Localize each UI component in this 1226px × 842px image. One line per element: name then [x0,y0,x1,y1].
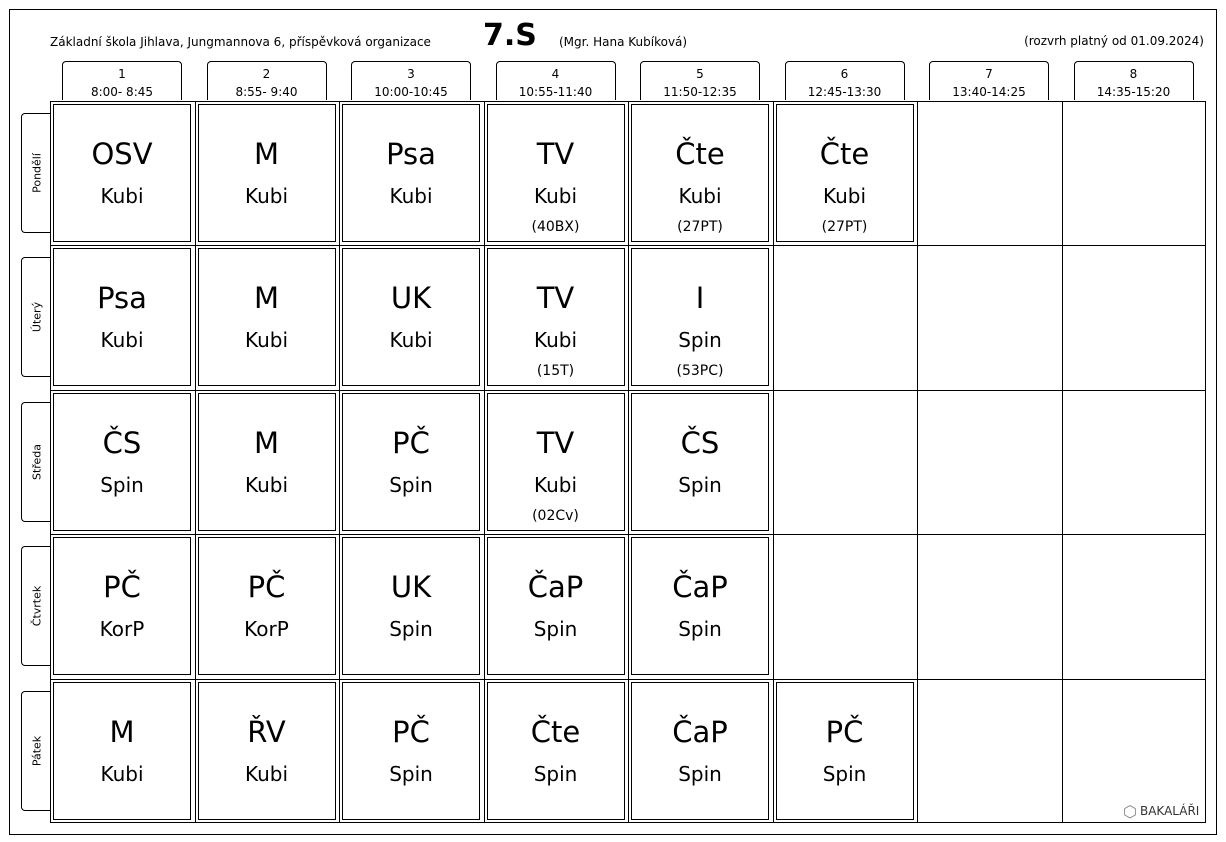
lesson-subject: ČS [102,425,142,460]
grid-row-divider [51,245,1205,246]
lesson-subject: ČaP [527,570,584,605]
grid-column-divider [484,102,485,822]
lesson-subject: ČS [680,425,720,460]
lesson-teacher: Kubi [389,184,433,208]
lesson-teacher: Spin [533,617,578,642]
lesson-teacher: Spin [389,761,433,786]
period-time: 13:40-14:25 [952,85,1026,99]
lesson-subject: Čte [675,137,725,171]
lesson-subject: PČ [392,425,430,460]
day-tab-2 [21,257,51,377]
period-time: 12:45-13:30 [807,85,882,99]
period-time: 10:00-10:45 [374,85,448,99]
lesson-teacher: Kubi [244,761,289,786]
period-tab-6 [785,61,905,100]
day-tab-4 [21,546,51,666]
period-number: 3 [407,67,415,81]
day-label: Středa [30,443,43,480]
lesson-teacher: Spin [822,761,867,786]
logo-text: BAKALÁŘI [1139,804,1200,818]
lesson-subject: Čte [530,714,581,749]
lesson-teacher: Kubi [100,184,144,208]
lesson-teacher: KorP [99,617,145,642]
lesson-cell[interactable] [53,537,191,675]
lesson-room: (27PT) [821,219,868,235]
day-tab-5 [21,691,51,811]
lesson-teacher: KorP [244,617,289,642]
lesson-teacher: Spin [389,472,433,497]
period-number: 6 [840,67,849,81]
lesson-teacher: Kubi [100,328,144,353]
grid-column-divider [917,102,918,822]
lesson-subject: M [253,137,280,171]
class-teacher: (Mgr. Hana Kubíková) [559,35,688,49]
lesson-subject: Psa [97,281,147,316]
lesson-cell[interactable] [487,682,625,820]
lesson-cell[interactable] [631,682,769,820]
lesson-room: (02Cv) [532,507,579,524]
lesson-teacher: Spin [678,328,722,353]
lesson-cell[interactable] [198,104,336,242]
lesson-cell[interactable] [487,537,625,675]
lesson-cell[interactable] [53,248,191,386]
lesson-cell[interactable] [53,104,191,242]
lesson-teacher: Kubi [822,184,867,208]
lesson-cell[interactable] [53,393,191,531]
lesson-teacher: Kubi [533,472,578,497]
day-label: Pondělí [30,153,43,193]
lesson-subject: ŘV [247,714,286,749]
lesson-subject: UK [390,570,432,605]
period-number: 1 [118,67,126,81]
day-label: Pátek [30,735,43,766]
lesson-teacher: Spin [678,472,722,497]
lesson-cell[interactable] [342,393,480,531]
lesson-cell[interactable] [487,104,625,242]
lesson-cell[interactable] [53,682,191,820]
period-number: 7 [985,67,993,81]
lesson-subject: ČaP [672,570,728,605]
lesson-cell[interactable] [631,537,769,675]
period-number: 5 [696,67,704,81]
lesson-teacher: Kubi [100,761,144,786]
lesson-cell[interactable] [487,393,625,531]
lesson-cell[interactable] [198,393,336,531]
day-tab-1 [21,113,51,233]
lesson-subject: PČ [825,714,864,749]
grid-column-divider [628,102,629,822]
lesson-teacher: Kubi [678,184,722,208]
period-number: 8 [1129,67,1138,81]
period-tab-3 [351,61,471,100]
lesson-cell[interactable] [776,682,914,820]
hexagon-icon: ⬡ [1123,802,1137,821]
day-label: Čtvrtek [30,585,43,627]
lesson-subject: PČ [103,570,141,605]
grid-column-divider [339,102,340,822]
day-label: Úterý [30,302,43,333]
lesson-cell[interactable] [198,248,336,386]
lesson-subject: I [695,281,705,316]
grid-row-divider [51,534,1205,535]
lesson-cell[interactable] [631,104,769,242]
period-tab-2 [207,61,327,100]
bakalari-logo [1123,802,1199,821]
lesson-teacher: Kubi [533,184,578,208]
lesson-cell[interactable] [342,537,480,675]
period-time: 14:35-15:20 [1096,85,1171,99]
lesson-cell[interactable] [198,537,336,675]
school-name: Základní škola Jihlava, Jungmannova 6, příspěvková organizace [50,35,431,49]
lesson-subject: M [109,714,135,749]
lesson-cell[interactable] [342,682,480,820]
period-number: 4 [551,67,560,81]
lesson-subject: TV [536,281,575,316]
lesson-subject: UK [390,281,432,316]
grid-row-divider [51,390,1205,391]
period-tab-5 [640,61,760,100]
lesson-teacher: Kubi [244,472,289,497]
lesson-teacher: Spin [533,761,578,786]
lesson-cell[interactable] [342,248,480,386]
lesson-teacher: Spin [678,761,722,786]
period-time: 11:50-12:35 [663,85,737,99]
lesson-subject: PČ [247,570,286,605]
lesson-cell[interactable] [776,104,914,242]
lesson-teacher: Spin [678,617,722,642]
schedule-valid-from: (rozvrh platný od 01.09.2024) [1024,34,1204,48]
day-tab-3 [21,402,51,522]
lesson-cell[interactable] [198,682,336,820]
lesson-subject: Čte [819,137,870,171]
lesson-cell[interactable] [342,104,480,242]
lesson-room: (15T) [536,363,575,380]
grid-row-divider [51,679,1205,680]
lesson-subject: ČaP [672,714,728,749]
period-time: 8:55- 9:40 [235,85,298,99]
lesson-room: (27PT) [677,219,723,235]
class-title: 7.S [483,18,537,53]
lesson-subject: M [253,425,280,460]
lesson-teacher: Kubi [533,328,578,353]
lesson-cell[interactable] [631,248,769,386]
period-number: 2 [262,67,271,81]
period-tab-4 [496,61,616,100]
lesson-subject: Psa [386,137,436,171]
grid-column-divider [1062,102,1063,822]
lesson-teacher: Kubi [244,184,289,208]
lesson-subject: OSV [91,137,153,171]
lesson-subject: M [253,281,280,316]
lesson-room: (53PC) [676,363,724,380]
timetable-grid [50,101,1206,823]
period-tab-7 [929,61,1049,100]
lesson-cell[interactable] [487,248,625,386]
grid-column-divider [195,102,196,822]
period-tab-8 [1074,61,1194,100]
lesson-subject: TV [536,137,575,171]
lesson-teacher: Kubi [389,328,433,353]
lesson-teacher: Kubi [244,328,289,353]
lesson-subject: TV [536,425,575,460]
grid-column-divider [773,102,774,822]
lesson-subject: PČ [392,714,430,749]
lesson-room: (40BX) [531,219,580,235]
period-time: 10:55-11:40 [518,85,593,99]
lesson-teacher: Spin [100,472,144,497]
lesson-cell[interactable] [631,393,769,531]
period-tab-1 [62,61,182,100]
lesson-teacher: Spin [389,617,433,642]
period-time: 8:00- 8:45 [90,85,154,99]
